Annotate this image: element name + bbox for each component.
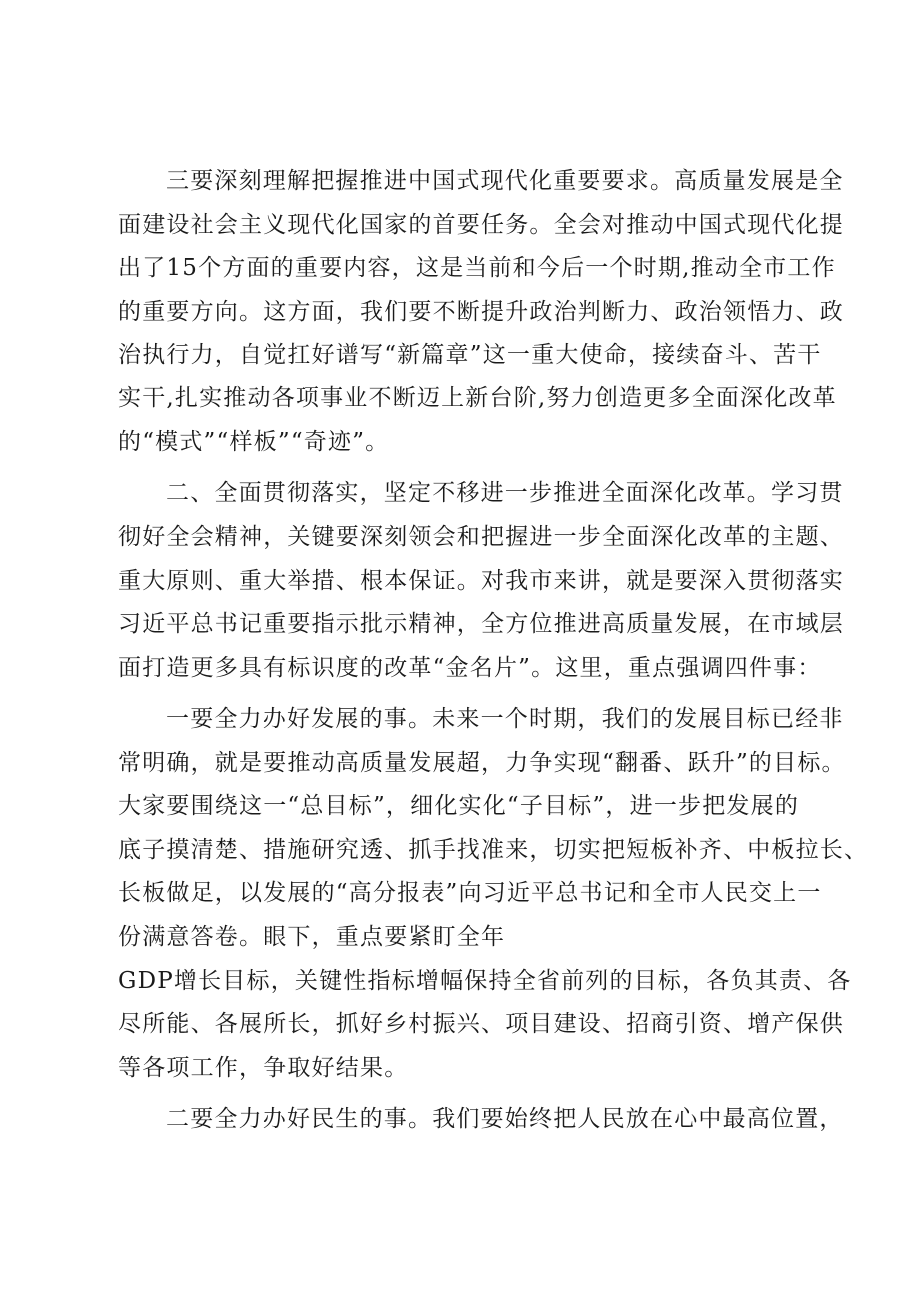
paragraph-1-line-6: 实干,扎实推动各项事业不断迈上新台阶,努力创造更多全面深化改革 bbox=[118, 385, 837, 411]
paragraph-3-line-3: 大家要围绕这一“总目标”，细化实化“子目标”，进一步把发展的 bbox=[118, 793, 800, 819]
paragraph-3-line-7: GDP增长目标，关键性指标增幅保持全省前列的目标，各负其责、各 bbox=[118, 968, 852, 994]
paragraph-3-line-4: 底子摸清楚、措施研究透、抓手找准来，切实把短板补齐、中板拉长、 bbox=[118, 837, 869, 863]
paragraph-3-line-8: 尽所能、各展所长，抓好乡村振兴、项目建设、招商引资、增产保供 bbox=[118, 1011, 844, 1037]
paragraph-3-line-5: 长板做足，以发展的“高分报表”向习近平总书记和全市人民交上一 bbox=[118, 880, 822, 906]
paragraph-2-line-3: 重大原则、重大举措、根本保证。对我市来讲，就是要深入贯彻落实 bbox=[118, 568, 844, 594]
paragraph-4-line-1: 二要全力办好民生的事。我们要始终把人民放在心中最高位置， bbox=[166, 1106, 844, 1132]
paragraph-3-line-2: 常明确，就是要推动高质量发展超，力争实现“翻番、跃升”的目标。 bbox=[118, 750, 846, 776]
paragraph-3-line-9: 等各项工作，争取好结果。 bbox=[118, 1055, 409, 1081]
paragraph-1-line-4: 的重要方向。这方面，我们要不断提升政治判断力、政治领悟力、政 bbox=[118, 299, 844, 325]
paragraph-2-line-2: 彻好全会精神，关键要深刻领会和把握进一步全面深化改革的主题、 bbox=[118, 524, 844, 550]
paragraph-2-line-5: 面打造更多具有标识度的改革“金名片”。这里，重点强调四件事： bbox=[118, 655, 822, 681]
paragraph-1-line-1: 三要深刻理解把握推进中国式现代化重要要求。高质量发展是全 bbox=[166, 168, 844, 194]
paragraph-1-line-2: 面建设社会主义现代化国家的首要任务。全会对推动中国式现代化提 bbox=[118, 212, 844, 238]
paragraph-2-line-4: 习近平总书记重要指示批示精神，全方位推进高质量发展，在市域层 bbox=[118, 611, 844, 637]
paragraph-2-line-1: 二、全面贯彻落实，坚定不移进一步推进全面深化改革。学习贯 bbox=[166, 480, 844, 506]
paragraph-1-line-5: 治执行力，自觉扛好谱写“新篇章”这一重大使命，接续奋斗、苦干 bbox=[118, 342, 822, 368]
paragraph-3-line-1: 一要全力办好发展的事。未来一个时期，我们的发展目标已经非 bbox=[166, 706, 844, 732]
paragraph-1-line-7: 的“模式”“样板”“奇迹”。 bbox=[118, 429, 390, 455]
paragraph-1-line-3: 出了15个方面的重要内容，这是当前和今后一个时期,推动全市工作 bbox=[118, 255, 836, 281]
paragraph-3-line-6: 份满意答卷。眼下，重点要紧盯全年 bbox=[118, 924, 506, 950]
